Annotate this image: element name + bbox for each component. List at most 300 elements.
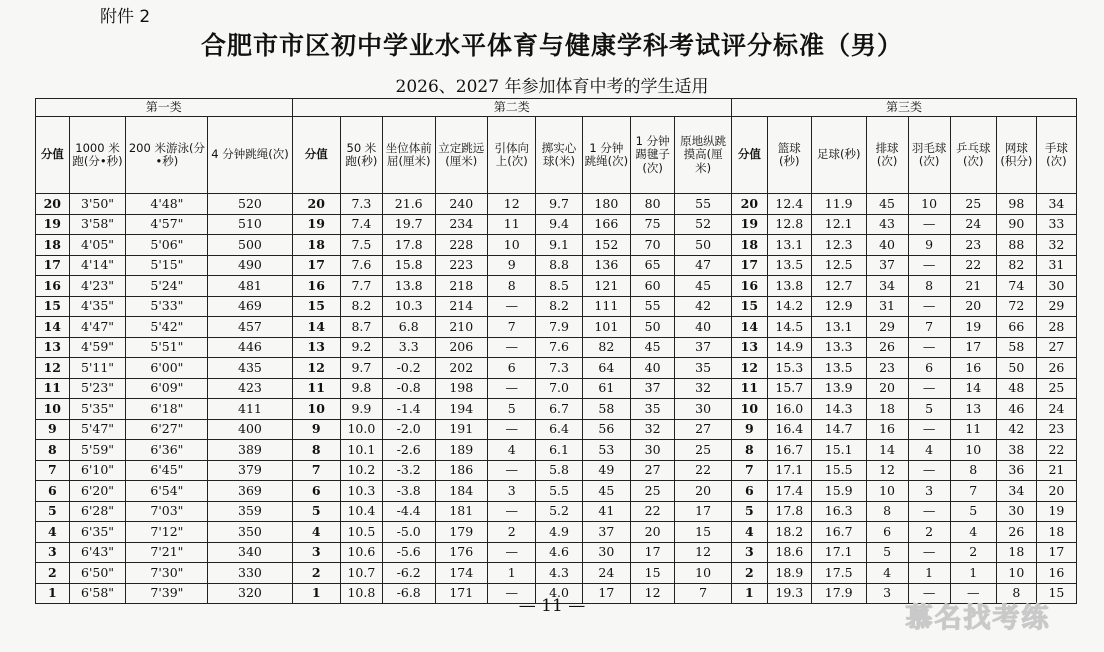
table-cell: 15.1 [811, 440, 866, 461]
table-cell: 11 [950, 419, 996, 440]
table-cell: — [908, 583, 950, 604]
table-cell: 35 [631, 399, 675, 420]
table-cell: 17 [950, 337, 996, 358]
column-header-vertical-jump: 原地纵跳摸高(厘米) [675, 117, 732, 194]
table-cell: 23 [950, 235, 996, 256]
table-cell: 2 [908, 522, 950, 543]
table-cell: 186 [435, 460, 488, 481]
table-cell: 457 [208, 317, 292, 338]
table-cell: 12 [631, 583, 675, 604]
table-cell: 10 [488, 235, 536, 256]
score-cell: 14 [731, 317, 767, 338]
table-cell: 15.9 [811, 481, 866, 502]
table-cell: 17.1 [767, 460, 811, 481]
table-cell: — [908, 337, 950, 358]
score-cell: 15 [36, 296, 70, 317]
table-cell: 29 [1036, 296, 1076, 317]
table-cell: 4 [488, 440, 536, 461]
table-cell: 14.5 [767, 317, 811, 338]
table-cell: 6 [866, 522, 908, 543]
score-cell: 10 [36, 399, 70, 420]
table-cell: 7 [675, 583, 732, 604]
table-cell: 6'58" [69, 583, 126, 604]
table-cell: 47 [675, 255, 732, 276]
column-header-sit-reach: 坐位体前屈(厘米) [382, 117, 435, 194]
score-cell: 15 [292, 296, 340, 317]
table-cell: 6'20" [69, 481, 126, 502]
table-cell: 14.9 [767, 337, 811, 358]
table-cell: 17.5 [811, 563, 866, 584]
table-cell: 359 [208, 501, 292, 522]
table-cell: 18.6 [767, 542, 811, 563]
score-cell: 18 [36, 235, 70, 256]
table-cell: 7.6 [340, 255, 382, 276]
table-cell: 13.3 [811, 337, 866, 358]
table-cell: 80 [631, 194, 675, 215]
table-cell: 30 [996, 501, 1036, 522]
table-cell: 171 [435, 583, 488, 604]
table-cell: 40 [631, 358, 675, 379]
table-cell: 17 [675, 501, 732, 522]
table-cell: 11 [488, 214, 536, 235]
score-cell: 9 [292, 419, 340, 440]
table-cell: 23 [866, 358, 908, 379]
table-cell: 152 [582, 235, 630, 256]
table-cell: 66 [996, 317, 1036, 338]
score-cell: 17 [292, 255, 340, 276]
table-cell: 5'11" [69, 358, 126, 379]
table-cell: 3 [908, 481, 950, 502]
table-cell: 70 [631, 235, 675, 256]
score-cell: 20 [292, 194, 340, 215]
table-cell: 10.7 [340, 563, 382, 584]
table-cell: 111 [582, 296, 630, 317]
table-cell: 11.9 [811, 194, 866, 215]
table-cell: 22 [631, 501, 675, 522]
table-row [36, 296, 1077, 317]
table-cell: 8 [866, 501, 908, 522]
table-cell: 16.7 [811, 522, 866, 543]
table-cell: 7 [950, 481, 996, 502]
table-cell: 5'51" [126, 337, 208, 358]
score-cell: 6 [292, 481, 340, 502]
table-cell: -2.6 [382, 440, 435, 461]
column-header-shot-ball: 掷实心球(米) [536, 117, 582, 194]
table-cell: 10.8 [340, 583, 382, 604]
table-cell: 90 [996, 214, 1036, 235]
table-cell: 7.9 [536, 317, 582, 338]
table-cell: 20 [631, 522, 675, 543]
table-cell: 5.2 [536, 501, 582, 522]
column-header-handball: 手球(次) [1036, 117, 1076, 194]
table-cell: 60 [631, 276, 675, 297]
table-cell: 25 [675, 440, 732, 461]
table-cell: 6'36" [126, 440, 208, 461]
table-cell: 214 [435, 296, 488, 317]
scoring-table [35, 98, 1077, 604]
score-cell: 8 [36, 440, 70, 461]
table-cell: 1 [908, 563, 950, 584]
table-cell: 14 [950, 378, 996, 399]
score-cell: 13 [292, 337, 340, 358]
table-cell: 4'59" [69, 337, 126, 358]
table-row [36, 481, 1077, 502]
column-header-1000m-run: 1000 米跑(分•秒) [69, 117, 126, 194]
score-cell: 5 [731, 501, 767, 522]
table-cell: 4'35" [69, 296, 126, 317]
table-cell: 13.1 [811, 317, 866, 338]
table-cell: 37 [866, 255, 908, 276]
table-cell: 121 [582, 276, 630, 297]
table-row [36, 419, 1077, 440]
table-cell: 10.3 [340, 481, 382, 502]
table-cell: — [488, 460, 536, 481]
table-cell: 6.8 [382, 317, 435, 338]
table-cell: — [488, 583, 536, 604]
table-cell: 26 [1036, 358, 1076, 379]
watermark-logo [871, 594, 1086, 640]
table-cell: 10 [675, 563, 732, 584]
table-cell: 53 [582, 440, 630, 461]
table-cell: 17.4 [767, 481, 811, 502]
table-cell: 176 [435, 542, 488, 563]
table-cell: 88 [996, 235, 1036, 256]
score-cell: 15 [731, 296, 767, 317]
score-cell: 12 [731, 358, 767, 379]
table-row [36, 460, 1077, 481]
table-cell: 40 [866, 235, 908, 256]
score-cell: 8 [731, 440, 767, 461]
table-cell: 9.2 [340, 337, 382, 358]
attachment-label: 附件 2 [100, 7, 151, 27]
table-cell: 3'50" [69, 194, 126, 215]
table-cell: 9.4 [536, 214, 582, 235]
table-cell: 27 [675, 419, 732, 440]
table-cell: 7.4 [340, 214, 382, 235]
table-cell: 179 [435, 522, 488, 543]
table-cell: 5'06" [126, 235, 208, 256]
table-cell: 9.7 [340, 358, 382, 379]
table-cell: 101 [582, 317, 630, 338]
table-cell: 15 [631, 563, 675, 584]
table-cell: 24 [582, 563, 630, 584]
column-header-200m-swim: 200 米游泳(分•秒) [126, 117, 208, 194]
table-cell: 7'12" [126, 522, 208, 543]
table-cell: 17.1 [811, 542, 866, 563]
table-cell: 7'21" [126, 542, 208, 563]
table-cell: 12.4 [767, 194, 811, 215]
table-cell: 10 [908, 194, 950, 215]
score-cell: 8 [292, 440, 340, 461]
table-cell: 189 [435, 440, 488, 461]
score-cell: 4 [292, 522, 340, 543]
table-cell: 58 [582, 399, 630, 420]
score-cell: 11 [731, 378, 767, 399]
table-cell: 4.0 [536, 583, 582, 604]
table-cell: 49 [582, 460, 630, 481]
table-cell: 58 [996, 337, 1036, 358]
table-cell: 7'39" [126, 583, 208, 604]
column-header-row [36, 117, 1077, 194]
score-cell: 9 [731, 419, 767, 440]
table-cell: 40 [675, 317, 732, 338]
table-cell: 17 [1036, 542, 1076, 563]
table-cell: 500 [208, 235, 292, 256]
table-cell: 210 [435, 317, 488, 338]
table-cell: 6'09" [126, 378, 208, 399]
table-cell: 469 [208, 296, 292, 317]
table-cell: 25 [950, 194, 996, 215]
table-cell: 5'23" [69, 378, 126, 399]
table-cell: 37 [675, 337, 732, 358]
table-cell: 6'28" [69, 501, 126, 522]
score-cell: 19 [292, 214, 340, 235]
table-cell: — [950, 583, 996, 604]
table-cell: 6'54" [126, 481, 208, 502]
table-cell: 16 [950, 358, 996, 379]
table-cell: 7.5 [340, 235, 382, 256]
table-cell: 7.6 [536, 337, 582, 358]
table-cell: 20 [950, 296, 996, 317]
score-cell: 3 [36, 542, 70, 563]
table-cell: -6.8 [382, 583, 435, 604]
column-header-football: 足球(秒) [811, 117, 866, 194]
table-cell: 184 [435, 481, 488, 502]
table-cell: 4'05" [69, 235, 126, 256]
column-header-tennis: 网球(积分) [996, 117, 1036, 194]
table-cell: 22 [675, 460, 732, 481]
column-header-volleyball: 排球(次) [866, 117, 908, 194]
score-cell: 11 [292, 378, 340, 399]
table-row [36, 399, 1077, 420]
table-cell: 389 [208, 440, 292, 461]
table-cell: 6'43" [69, 542, 126, 563]
table-cell: 6'00" [126, 358, 208, 379]
table-cell: 52 [675, 214, 732, 235]
table-cell: 98 [996, 194, 1036, 215]
score-cell: 17 [731, 255, 767, 276]
table-cell: 42 [996, 419, 1036, 440]
table-cell: 13.8 [382, 276, 435, 297]
table-cell: — [908, 378, 950, 399]
table-row [36, 378, 1077, 399]
table-cell: 435 [208, 358, 292, 379]
table-cell: 7'03" [126, 501, 208, 522]
table-cell: 8 [908, 276, 950, 297]
table-cell: 10.1 [340, 440, 382, 461]
table-cell: 1 [950, 563, 996, 584]
table-cell: 481 [208, 276, 292, 297]
table-cell: 31 [1036, 255, 1076, 276]
table-cell: 3 [488, 481, 536, 502]
table-cell: 32 [1036, 235, 1076, 256]
table-cell: 21 [950, 276, 996, 297]
table-cell: 18 [1036, 522, 1076, 543]
table-cell: 18 [866, 399, 908, 420]
score-cell: 1 [292, 583, 340, 604]
table-cell: 18.9 [767, 563, 811, 584]
section-1-header: 第一类 [36, 99, 293, 117]
table-row [36, 501, 1077, 522]
table-cell: 65 [631, 255, 675, 276]
table-cell: 13.5 [767, 255, 811, 276]
table-cell: 5 [488, 399, 536, 420]
table-cell: 18 [996, 542, 1036, 563]
table-cell: 490 [208, 255, 292, 276]
table-cell: 240 [435, 194, 488, 215]
table-cell: 82 [996, 255, 1036, 276]
table-cell: 191 [435, 419, 488, 440]
table-cell: 50 [675, 235, 732, 256]
table-cell: 8 [950, 460, 996, 481]
table-cell: 31 [866, 296, 908, 317]
table-cell: 24 [1036, 399, 1076, 420]
table-row [36, 522, 1077, 543]
table-cell: 330 [208, 563, 292, 584]
column-header-basketball: 篮球(秒) [767, 117, 811, 194]
table-cell: 17.8 [382, 235, 435, 256]
table-cell: 15 [675, 522, 732, 543]
table-cell: — [908, 501, 950, 522]
table-cell: 16.7 [767, 440, 811, 461]
score-cell: 20 [731, 194, 767, 215]
score-cell: 17 [36, 255, 70, 276]
table-cell: 35 [675, 358, 732, 379]
score-cell: 13 [731, 337, 767, 358]
score-cell: 2 [731, 563, 767, 584]
table-cell: 15.7 [767, 378, 811, 399]
score-cell: 4 [36, 522, 70, 543]
column-header-4min-rope: 4 分钟跳绳(次) [208, 117, 292, 194]
table-cell: 5'42" [126, 317, 208, 338]
table-cell: 218 [435, 276, 488, 297]
table-cell: 5 [950, 501, 996, 522]
table-cell: 4'23" [69, 276, 126, 297]
table-cell: -6.2 [382, 563, 435, 584]
table-cell: 32 [675, 378, 732, 399]
section-header-row [36, 99, 1077, 117]
column-header-pull-up: 引体向上(次) [488, 117, 536, 194]
table-cell: 12.5 [811, 255, 866, 276]
table-cell: 10.5 [340, 522, 382, 543]
table-row [36, 440, 1077, 461]
table-cell: — [488, 501, 536, 522]
table-cell: 12 [675, 542, 732, 563]
table-cell: 16.4 [767, 419, 811, 440]
table-cell: 43 [866, 214, 908, 235]
table-cell: -1.4 [382, 399, 435, 420]
table-cell: 13.9 [811, 378, 866, 399]
table-cell: 400 [208, 419, 292, 440]
table-cell: 64 [582, 358, 630, 379]
table-cell: -5.0 [382, 522, 435, 543]
table-cell: 10 [950, 440, 996, 461]
table-cell: 41 [582, 501, 630, 522]
table-cell: -2.0 [382, 419, 435, 440]
table-cell: 7 [908, 317, 950, 338]
table-cell: 9 [908, 235, 950, 256]
table-cell: 8.8 [536, 255, 582, 276]
table-cell: — [488, 378, 536, 399]
table-cell: 38 [996, 440, 1036, 461]
score-cell: 7 [36, 460, 70, 481]
score-cell: 3 [292, 542, 340, 563]
column-header-table-tennis: 乒乓球(次) [950, 117, 996, 194]
table-cell: 223 [435, 255, 488, 276]
table-cell: 411 [208, 399, 292, 420]
table-cell: 20 [866, 378, 908, 399]
table-cell: 24 [950, 214, 996, 235]
table-cell: 15.8 [382, 255, 435, 276]
table-cell: -3.8 [382, 481, 435, 502]
table-cell: 350 [208, 522, 292, 543]
table-cell: 7 [488, 317, 536, 338]
table-cell: 5.5 [536, 481, 582, 502]
table-cell: 27 [1036, 337, 1076, 358]
table-cell: 423 [208, 378, 292, 399]
table-cell: 23 [1036, 419, 1076, 440]
table-cell: 234 [435, 214, 488, 235]
score-cell: 12 [292, 358, 340, 379]
table-cell: 28 [1036, 317, 1076, 338]
table-cell: 166 [582, 214, 630, 235]
table-cell: 510 [208, 214, 292, 235]
page-subtitle: 2026、2027 年参加体育中考的学生适用 [395, 77, 709, 97]
table-cell: 202 [435, 358, 488, 379]
table-cell: -0.8 [382, 378, 435, 399]
table-cell: 50 [996, 358, 1036, 379]
table-cell: 6'35" [69, 522, 126, 543]
section-3-header: 第三类 [731, 99, 1076, 117]
table-cell: 34 [1036, 194, 1076, 215]
score-cell: 20 [36, 194, 70, 215]
score-cell: 5 [36, 501, 70, 522]
table-cell: 136 [582, 255, 630, 276]
table-cell: 30 [1036, 276, 1076, 297]
table-cell: 45 [582, 481, 630, 502]
table-cell: 16.0 [767, 399, 811, 420]
table-cell: 7.3 [536, 358, 582, 379]
table-cell: 10.0 [340, 419, 382, 440]
table-cell: 14 [866, 440, 908, 461]
table-cell: 45 [866, 194, 908, 215]
table-cell: 21.6 [382, 194, 435, 215]
table-cell: 4'57" [126, 214, 208, 235]
table-row [36, 276, 1077, 297]
table-cell: — [908, 214, 950, 235]
score-cell: 19 [731, 214, 767, 235]
table-cell: 206 [435, 337, 488, 358]
table-cell: 9 [488, 255, 536, 276]
table-cell: 4.9 [536, 522, 582, 543]
score-column-header: 分值 [36, 117, 70, 194]
table-cell: -5.6 [382, 542, 435, 563]
table-cell: 5'47" [69, 419, 126, 440]
score-cell: 16 [731, 276, 767, 297]
table-cell: 8 [996, 583, 1036, 604]
table-cell: 320 [208, 583, 292, 604]
table-cell: 37 [582, 522, 630, 543]
table-cell: 10 [996, 563, 1036, 584]
table-cell: — [488, 337, 536, 358]
table-cell: 14.3 [811, 399, 866, 420]
table-cell: 9.8 [340, 378, 382, 399]
table-cell: 10.2 [340, 460, 382, 481]
table-cell: 4 [866, 563, 908, 584]
table-cell: 520 [208, 194, 292, 215]
table-cell: 25 [1036, 378, 1076, 399]
table-cell: — [908, 255, 950, 276]
